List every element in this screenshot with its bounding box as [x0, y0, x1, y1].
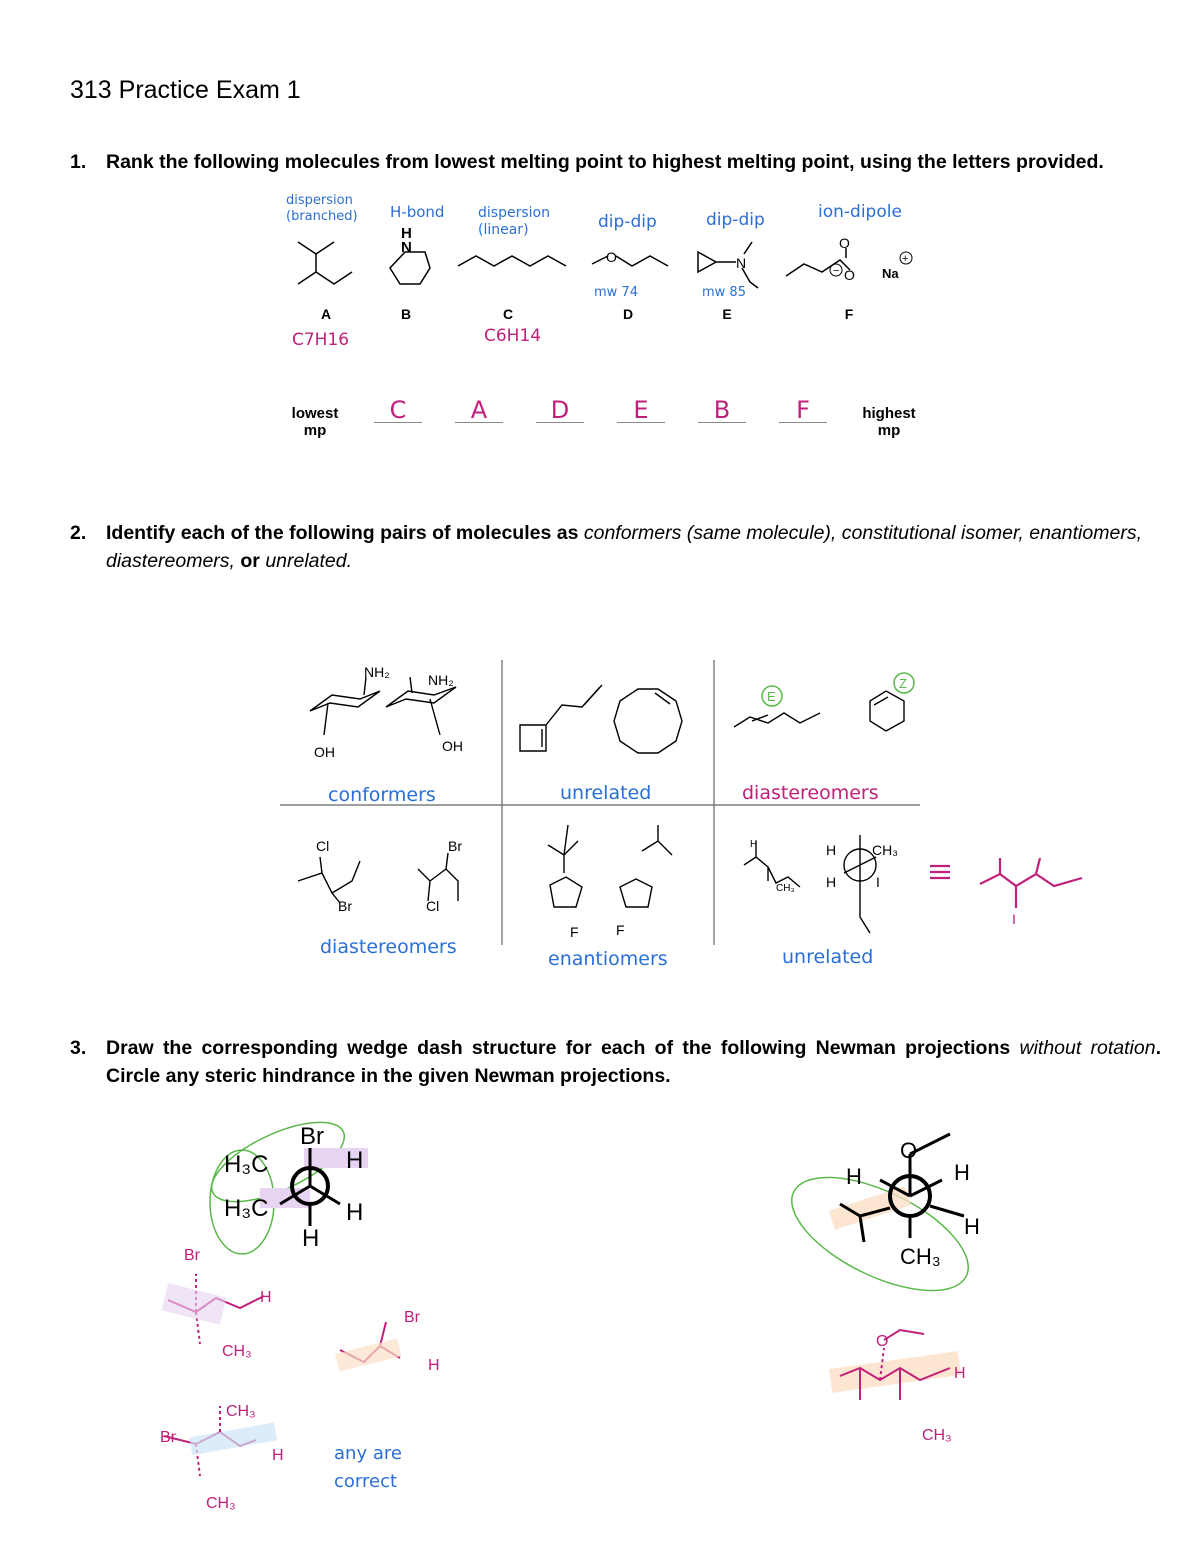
svg-text:Cl: Cl — [426, 898, 440, 914]
molecule-f — [786, 248, 850, 276]
question-text: Draw the corresponding wedge dash structure for each of the following Newman projections — [106, 1037, 1011, 1059]
annotation-a: dispersion (branched) — [286, 193, 358, 224]
question-text: Identify each of the following pairs of molecules as — [106, 522, 579, 544]
svg-text:Br: Br — [404, 1309, 420, 1326]
formula-a: C7H16 — [292, 330, 350, 350]
question-text-italic-2: unrelated. — [265, 550, 353, 572]
marker-e: E — [767, 689, 776, 704]
svg-text:H: H — [346, 1199, 364, 1226]
svg-text:CH₃: CH₃ — [222, 1343, 252, 1360]
annotation-e: dip-dip — [706, 210, 765, 230]
svg-text:Br: Br — [338, 898, 352, 914]
rank-slot-4: E — [617, 396, 665, 423]
lowest-mp-label: lowest mp — [291, 405, 339, 439]
answer-1: conformers — [328, 784, 436, 806]
svg-text:O: O — [606, 249, 617, 265]
svg-text:CH₃: CH₃ — [226, 1403, 256, 1420]
letter-e: E — [722, 306, 732, 322]
answer-5: enantiomers — [548, 948, 668, 970]
svg-text:Br: Br — [448, 838, 462, 854]
svg-text:Cl: Cl — [316, 838, 330, 854]
letter-f: F — [844, 306, 854, 322]
q1-molecule-drawings — [280, 220, 940, 310]
svg-text:F: F — [570, 924, 579, 940]
svg-text:H₃C: H₃C — [224, 1195, 269, 1222]
question-text: Rank the following molecules from lowest melting point to highest melting point, using the letters provided. — [106, 151, 1104, 173]
svg-text:O: O — [844, 267, 855, 283]
svg-text:O: O — [839, 235, 850, 251]
mw-e: mw 85 — [702, 285, 746, 300]
newman-right — [780, 1130, 1000, 1450]
svg-text:H: H — [346, 1147, 364, 1174]
answer-4: diastereomers — [320, 936, 457, 958]
svg-text:H: H — [826, 842, 837, 858]
svg-text:I: I — [1012, 911, 1016, 927]
svg-text:O: O — [876, 1333, 889, 1350]
rank-slot-6: F — [779, 396, 827, 423]
svg-text:F: F — [616, 922, 625, 938]
question-number: 1. — [70, 151, 87, 173]
letter-d: D — [622, 306, 634, 322]
question-text-end: . Circle any steric hindrance in the given Newman projections. — [106, 1037, 1161, 1087]
molecule-d — [592, 256, 668, 266]
annotation-b: H-bond — [390, 203, 445, 221]
svg-text:H: H — [260, 1289, 272, 1306]
letter-c: C — [502, 306, 514, 322]
equivalent-structure — [920, 850, 1120, 930]
question-text-italic: conformers (same molecule), constitutional isomer, enantiomers, diastereomers, — [106, 522, 1142, 572]
rank-slot-1: C — [374, 396, 422, 423]
rank-slot-3: D — [536, 396, 584, 423]
annotation-c: dispersion (linear) — [478, 205, 550, 238]
page-title: 313 Practice Exam 1 — [70, 76, 301, 104]
svg-text:Br: Br — [160, 1429, 176, 1446]
molecule-b — [390, 252, 430, 284]
svg-text:H: H — [302, 1225, 320, 1252]
svg-text:H: H — [428, 1357, 440, 1374]
svg-text:H₃C: H₃C — [224, 1151, 269, 1178]
rank-slot-5: B — [698, 396, 746, 423]
svg-text:N: N — [401, 239, 412, 256]
svg-text:H: H — [826, 874, 837, 890]
svg-text:I: I — [876, 874, 880, 890]
molecule-a — [298, 242, 352, 284]
svg-text:O: O — [900, 1138, 918, 1163]
answer-3: diastereomers — [742, 782, 879, 804]
svg-text:H: H — [846, 1164, 862, 1189]
annotation-f: ion-dipole — [818, 202, 902, 222]
svg-text:H: H — [964, 1214, 980, 1239]
question-2 — [70, 519, 1160, 579]
question-number: 2. — [70, 522, 87, 544]
svg-text:NH₂: NH₂ — [364, 664, 390, 680]
answer-6: unrelated — [782, 946, 874, 968]
svg-text:H: H — [272, 1447, 284, 1464]
svg-text:Br: Br — [184, 1247, 200, 1264]
letter-a: A — [320, 306, 332, 322]
svg-text:+: + — [902, 253, 909, 265]
svg-text:H: H — [401, 225, 412, 242]
svg-text:H: H — [954, 1365, 966, 1382]
question-number: 3. — [70, 1037, 87, 1059]
letter-b: B — [400, 306, 412, 322]
note-any-correct: any are correct — [334, 1443, 402, 1492]
formula-c: C6H14 — [484, 326, 542, 346]
svg-text:Br: Br — [300, 1123, 324, 1150]
svg-text:OH: OH — [314, 744, 335, 760]
svg-text:Na: Na — [882, 266, 899, 281]
question-text-or: or — [240, 550, 260, 572]
svg-text:OH: OH — [442, 738, 463, 754]
svg-text:CH₃: CH₃ — [206, 1495, 236, 1512]
question-text-italic: without rotation — [1019, 1037, 1156, 1059]
svg-text:N: N — [736, 255, 747, 271]
svg-text:H: H — [750, 839, 758, 850]
svg-text:H: H — [954, 1160, 970, 1185]
rank-slot-2: A — [455, 396, 503, 423]
svg-text:CH₃: CH₃ — [922, 1427, 952, 1444]
highest-mp-label: highest mp — [862, 405, 916, 439]
question-1 — [70, 148, 1160, 178]
question-3 — [70, 1034, 1160, 1094]
svg-text:CH₃: CH₃ — [776, 883, 795, 894]
marker-z: Z — [899, 676, 907, 691]
svg-text:CH₃: CH₃ — [900, 1244, 941, 1269]
molecule-c — [458, 256, 566, 266]
answer-2: unrelated — [560, 782, 652, 804]
annotation-d: dip-dip — [598, 212, 657, 232]
molecule-e — [698, 242, 758, 288]
svg-text:−: − — [833, 265, 840, 277]
svg-text:NH₂: NH₂ — [428, 672, 454, 688]
mw-d: mw 74 — [594, 285, 638, 300]
svg-text:CH₃: CH₃ — [872, 842, 898, 858]
